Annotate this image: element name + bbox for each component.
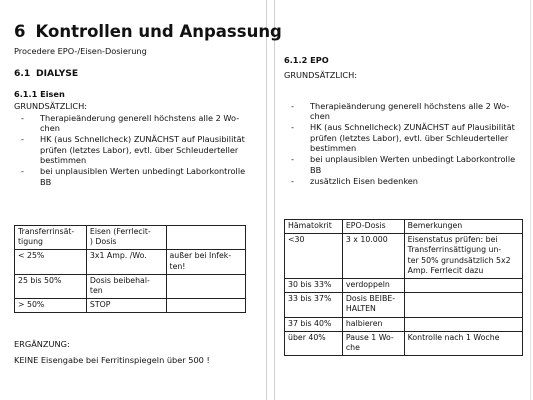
table-cell — [404, 234, 522, 279]
table-cell — [404, 317, 522, 331]
epo-table — [284, 219, 523, 356]
table-row — [285, 279, 523, 293]
bullet-item — [284, 101, 532, 122]
bullet-item — [284, 154, 532, 175]
cell-text-line: 3 x 10.000 — [345, 235, 388, 245]
table-row — [15, 250, 246, 274]
cell-text-line: Dosis BEIBE- — [345, 294, 396, 304]
column-divider-right — [274, 0, 275, 400]
table-cell — [342, 234, 404, 279]
supplement-text: KEINE Eisengabe bei Ferritinspiegeln über 500 ! — [14, 355, 210, 365]
section-number: 6.1 — [14, 68, 31, 79]
bullet-text-line: bei unplausiblen Werten unbedingt Laborkontrolle — [310, 154, 516, 165]
bullet-item — [284, 122, 532, 153]
cell-text-line: Transferrinsät- — [18, 227, 75, 236]
cell-text-line: tigung — [18, 237, 44, 247]
table-cell — [285, 220, 343, 234]
table-cell — [166, 226, 245, 250]
chapter-title — [14, 22, 282, 41]
cell-text-line: 30 bis 33% — [288, 280, 332, 290]
table-cell — [166, 250, 245, 274]
cell-text-line: Pause 1 Wo- — [345, 332, 394, 342]
bullet-text-line: BB — [40, 176, 52, 187]
table-cell — [86, 299, 166, 313]
bullet-item — [14, 134, 262, 165]
cell-text-line: ter 50% grundsätzlich 5x2 — [407, 255, 511, 265]
cell-text-line: ) Dosis — [89, 237, 117, 247]
cell-text-line: halbieren — [345, 318, 383, 328]
section-title: DIALYSE — [36, 68, 79, 79]
label-grundsaetzlich-epo: GRUNDSÄTZLICH: — [284, 70, 357, 80]
cell-text-line: Bemerkungen — [407, 221, 463, 230]
bullet-text-line: zusätzlich Eisen bedenken — [310, 175, 418, 186]
bullet-item — [284, 176, 532, 186]
cell-text-line: Eisen (Ferrlecit- — [89, 227, 151, 236]
cell-text-line: > 50% — [18, 300, 45, 310]
bullet-text-line: bestimmen — [40, 155, 87, 166]
table-cell — [404, 279, 522, 293]
subsection-heading-eisen: 6.1.1 Eisen — [14, 89, 65, 99]
page-edge-line — [530, 0, 531, 400]
cell-text-line: verdoppeln — [345, 280, 390, 290]
table-cell — [15, 299, 87, 313]
cell-text-line: über 40% — [288, 332, 326, 342]
label-grundsaetzlich: GRUNDSÄTZLICH: — [14, 101, 87, 111]
bullet-item — [14, 113, 262, 134]
table-cell — [86, 250, 166, 274]
table-header-row — [285, 220, 523, 234]
bullet-text-line: chen — [310, 111, 330, 122]
table-cell — [342, 220, 404, 234]
cell-text-line: Amp. Ferrlecit dazu — [407, 265, 484, 275]
cell-text-line: 33 bis 37% — [288, 294, 332, 304]
chapter-number: 6 — [14, 22, 26, 41]
cell-text-line: 25 bis 50% — [18, 275, 62, 285]
cell-text-line: Eisenstatus prüfen: bei — [407, 235, 498, 245]
table-cell — [404, 293, 522, 317]
table-cell — [15, 274, 87, 298]
table-row — [285, 293, 523, 317]
cell-text-line: < 25% — [18, 251, 45, 261]
table-cell — [285, 279, 343, 293]
bullet-text-line: HK (aus Schnellcheck) ZUNÄCHST auf Plausibilität — [310, 122, 515, 133]
bullet-item — [14, 166, 262, 187]
table-cell — [285, 234, 343, 279]
eisen-table — [14, 225, 246, 313]
bullet-text-line: Therapieänderung generell höchstens alle 2 Wo- — [310, 101, 510, 111]
cell-text-line: 3x1 Amp. /Wo. — [89, 251, 147, 261]
column-divider-left — [266, 0, 267, 400]
table-cell — [285, 331, 343, 355]
table-cell — [15, 250, 87, 274]
table-cell — [342, 317, 404, 331]
cell-text-line: Kontrolle nach 1 Woche — [407, 332, 500, 342]
cell-text-line: HALTEN — [345, 304, 376, 314]
table-row — [285, 234, 523, 279]
bullet-text-line: chen — [40, 123, 60, 134]
chapter-subtitle: Procedere EPO-/Eisen-Dosierung — [14, 46, 147, 56]
cell-text-line: ten — [89, 286, 103, 296]
chapter-title-text: Kontrollen und Anpassung — [35, 22, 282, 41]
bullet-text-line: bei unplausiblen Werten unbedingt Laborkontrolle — [40, 166, 246, 177]
cell-text-line: Transferrinsättigung un- — [407, 245, 502, 255]
cell-text-line: <30 — [288, 235, 305, 245]
table-cell — [86, 226, 166, 250]
cell-text-line: Dosis beibehal- — [89, 275, 150, 285]
cell-text-line: außer bei Infek- — [169, 251, 232, 261]
epo-bullet-list — [284, 101, 532, 187]
bullet-text-line: HK (aus Schnellcheck) ZUNÄCHST auf Plausibilität — [40, 134, 245, 145]
label-ergaenzung: ERGÄNZUNG: — [14, 339, 70, 349]
cell-text-line: STOP — [89, 300, 111, 310]
subsection-heading-epo: 6.1.2 EPO — [284, 55, 329, 65]
table-row — [285, 317, 523, 331]
eisen-bullet-list — [14, 113, 262, 188]
table-cell — [342, 331, 404, 355]
bullet-text-line: prüfen (letztes Labor), evtl. über Schleuderteller — [310, 132, 509, 143]
table-cell — [342, 279, 404, 293]
table-header-row — [15, 226, 246, 250]
table-cell — [15, 226, 87, 250]
table-cell — [166, 274, 245, 298]
table-cell — [342, 293, 404, 317]
table-cell — [285, 317, 343, 331]
table-row — [15, 274, 246, 298]
cell-text-line: che — [345, 343, 360, 353]
table-cell — [404, 220, 522, 234]
section-heading — [14, 68, 78, 79]
cell-text-line: EPO-Dosis — [345, 221, 386, 230]
table-row — [285, 331, 523, 355]
bullet-text-line: prüfen (letztes Labor), evtl. über Schleuderteller — [40, 144, 239, 155]
table-cell — [86, 274, 166, 298]
bullet-text-line: Therapieänderung generell höchstens alle 2 Wo- — [40, 113, 240, 123]
bullet-text-line: bestimmen — [310, 143, 357, 154]
table-row — [15, 299, 246, 313]
cell-text-line: ten! — [169, 261, 186, 271]
bullet-text-line: BB — [310, 164, 322, 175]
cell-text-line: 37 bis 40% — [288, 318, 332, 328]
cell-text-line: Hämatokrit — [288, 221, 332, 230]
table-cell — [166, 299, 245, 313]
table-cell — [404, 331, 522, 355]
table-cell — [285, 293, 343, 317]
